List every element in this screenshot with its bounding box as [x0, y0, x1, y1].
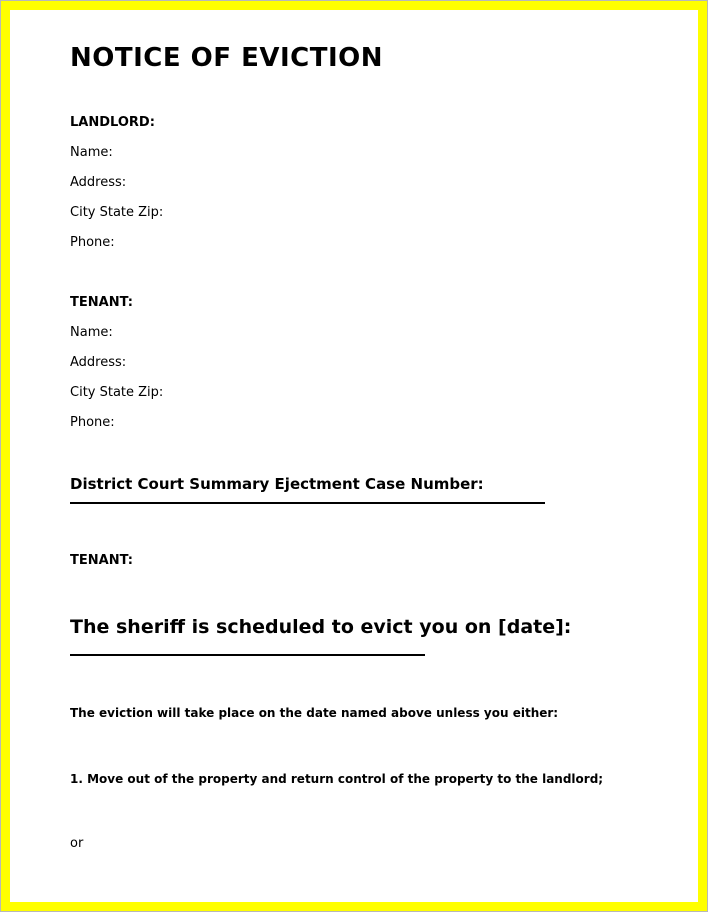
landlord-section: [70, 108, 682, 258]
document-title: NOTICE OF EVICTION: [70, 43, 383, 73]
landlord-phone-label: Phone:: [70, 235, 115, 250]
document-page: [10, 10, 698, 902]
case-number-label: District Court Summary Ejectment Case Number:: [70, 475, 484, 493]
tenant-section: [70, 288, 682, 438]
eviction-date-blank-line: [70, 654, 425, 656]
tenant-heading: TENANT:: [70, 295, 133, 310]
tenant-address-label: Address:: [70, 355, 127, 370]
tenant-name-label: Name:: [70, 325, 113, 340]
condition-1: 1. Move out of the property and return control of the property to the landlord;: [70, 772, 604, 786]
tenant-city-state-zip-label: City State Zip:: [70, 385, 164, 400]
conditions-intro: The eviction will take place on the date named above unless you either:: [70, 706, 559, 720]
tenant-phone-label: Phone:: [70, 415, 115, 430]
landlord-heading: LANDLORD:: [70, 115, 155, 130]
landlord-name-label: Name:: [70, 145, 113, 160]
tenant-notice-heading: TENANT:: [70, 553, 133, 568]
or-label: or: [70, 836, 84, 851]
landlord-address-label: Address:: [70, 175, 127, 190]
sheriff-eviction-heading: The sheriff is scheduled to evict you on [date]:: [70, 616, 572, 638]
case-number-blank-line: [70, 502, 545, 504]
landlord-city-state-zip-label: City State Zip:: [70, 205, 164, 220]
